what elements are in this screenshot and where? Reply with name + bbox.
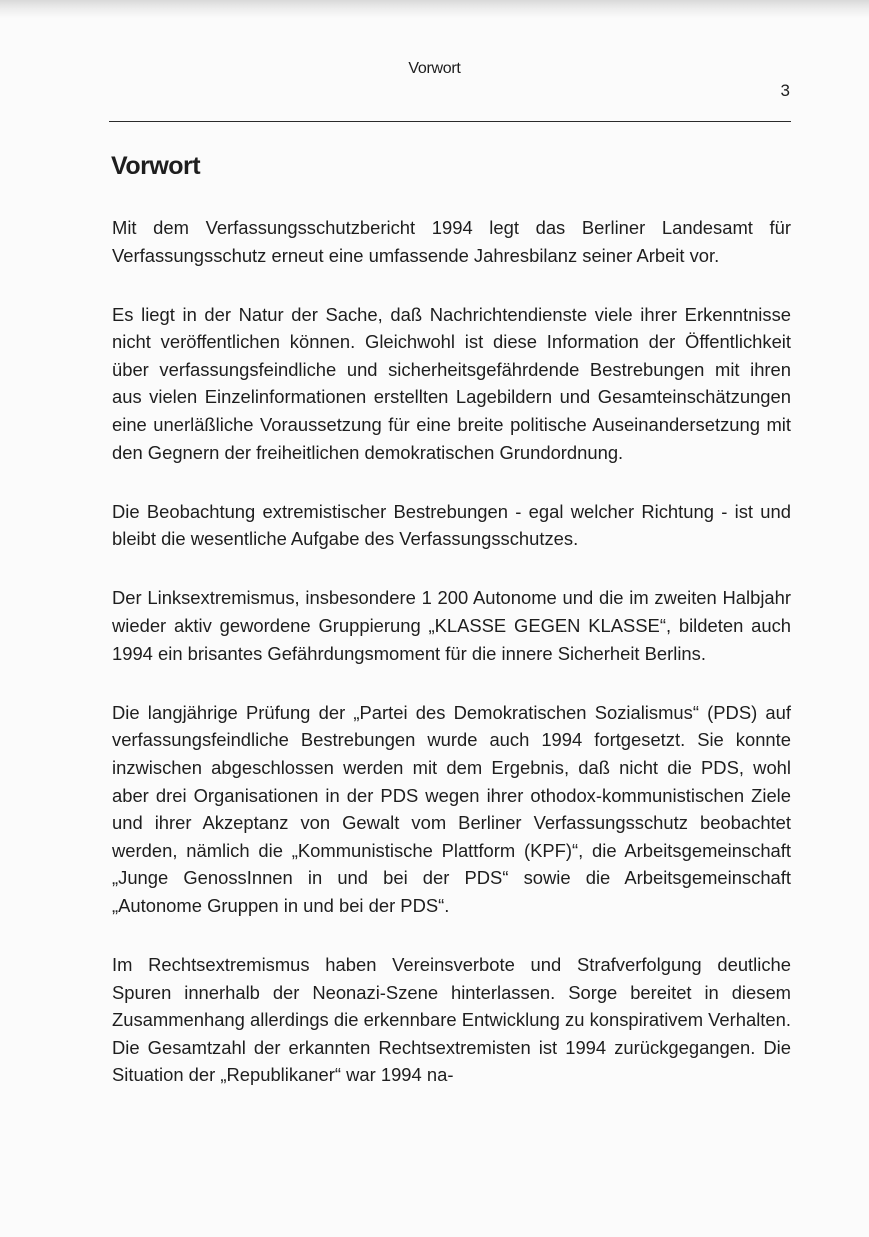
paragraph-intro: Mit dem Verfassungsschutzbericht 1994 legt das Berliner Landesamt für Verfassungsschutz erneut eine umfassende Jahresbilanz seiner Arbeit vor. [112,217,791,266]
paragraph-right-extremism: Im Rechtsextremismus haben Vereinsverbote und Strafverfolgung deutliche Spuren innerhalb der Neonazi-Szene hinterlassen. Sorge bereitet in diesem Zusammenhang allerdings die erkennbare Entwicklung zu konspirativem Verhalten. Die Gesamtzahl der erkannten Rechtsextremisten ist 1994 zurückgegangen. Die Situation der „Republikaner“ war 1994 na- [112,953,791,1086]
paragraph-intelligence-services: Es liegt in der Natur der Sache, daß Nachrichtendienste viele ihrer Erkenntnisse nicht veröffentlichen können. Gleichwohl ist diese Information der Öffentlichkeit über verfassungsfeindliche und sicherheitsgefährdende Bestrebungen mit ihren aus vielen Einzelinformationen erstellten Lagebildern und Gesamteinschätzungen eine unerläßliche Voraussetzung für eine breite politische Auseinandersetzung mit den Gegnern der freiheitlichen demokratischen Grundordnung. [112,303,791,463]
paragraph-observation: Die Beobachtung extremistischer Bestrebungen - egal welcher Richtung - ist und bleibt die wesentliche Aufgabe des Verfassungsschutzes. [112,500,791,550]
running-header: Vorwort [408,60,461,77]
scan-edge-shadow [0,0,869,18]
paragraph-left-extremism: Der Linksextremismus, insbesondere 1 200 Autonome und die im zweiten Halbjahr wieder aktiv gewordene Gruppierung „KLASSE GEGEN KLASSE“, bildeten auch 1994 ein brisantes Gefährdungsmoment für die innere Sicherheit Berlins. [112,587,791,664]
page-number: 3 [780,81,790,100]
header-rule [109,121,791,122]
page-title: Vorwort [111,152,201,180]
body-text [112,214,791,1120]
paragraph-pds: Die langjährige Prüfung der „Partei des Demokratischen Sozialismus“ (PDS) auf verfassungsfeindliche Bestrebungen wurde auch 1994 fortgesetzt. Sie konnte inzwischen abgeschlossen werden mit dem Ergebnis, daß nicht die PDS, wohl aber drei Organisationen in der PDS wegen ihrer othodox-kommunistischen Ziele und ihrer Akzeptanz von Gewalt vom Berliner Verfassungsschutz beobachtet werden, nämlich die „Kommunistische Plattform (KPF)“, die Arbeitsgemeinschaft „Junge GenossInnen in und bei der PDS“ sowie die Arbeitsgemeinschaft „Autonome Gruppen in und bei der PDS“. [112,701,791,916]
